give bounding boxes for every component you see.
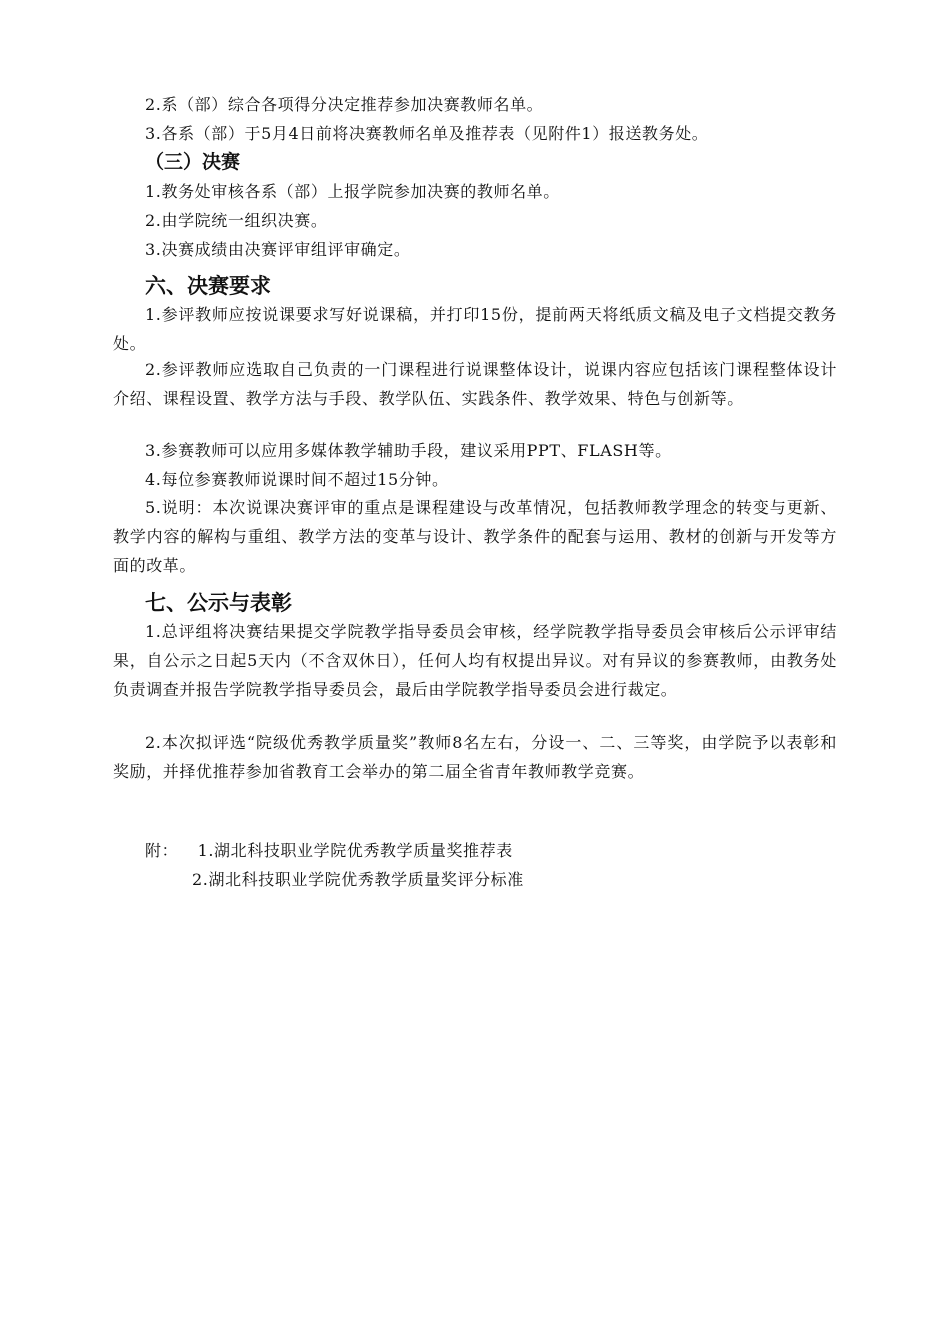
section7-item-1: 1.总评组将决赛结果提交学院教学指导委员会审核，经学院教学指导委员会审核后公示评审结果，自公示之日起5天内（不含双休日），任何人均有权提出异议。对有异议的参赛教师，由教务处负责调查并报告学院教学指导委员会，最后由学院教学指导委员会进行裁定。 [113,622,837,699]
final-round-heading: （三）决赛 [145,151,241,173]
section6-item-4: 4.每位参赛教师说课时间不超过15分钟。 [145,470,449,489]
attachment-item-2: 2.湖北科技职业学院优秀教学质量奖评分标准 [192,870,524,889]
final-item-3: 3.决赛成绩由决赛评审组评审确定。 [145,240,411,259]
final-item-1: 1.教务处审核各系（部）上报学院参加决赛的教师名单。 [145,182,560,201]
section7-heading: 七、公示与表彰 [145,591,292,615]
attachments-prefix: 附： [145,841,179,860]
section6-item-1: 1.参评教师应按说课要求写好说课稿，并打印15份，提前两天将纸质文稿及电子文档提交教务处。 [113,305,837,353]
section6-item-2: 2.参评教师应选取自己负责的一门课程进行说课整体设计，说课内容应包括该门课程整体设计介绍、课程设置、教学方法与手段、教学队伍、实践条件、教学效果、特色与创新等。 [113,360,837,408]
section7-item-2: 2.本次拟评选“院级优秀教学质量奖”教师8名左右，分设一、二、三等奖，由学院予以表彰和奖励，并择优推荐参加省教育工会举办的第二届全省青年教师教学竞赛。 [113,733,837,781]
attachments-block [145,836,513,865]
section6-item-3: 3.参赛教师可以应用多媒体教学辅助手段，建议采用PPT、FLASH等。 [145,441,672,460]
prelim-item-2: 2.系（部）综合各项得分决定推荐参加决赛教师名单。 [145,95,544,114]
section6-item-5: 5.说明：本次说课决赛评审的重点是课程建设与改革情况，包括教师教学理念的转变与更新、教学内容的解构与重组、教学方法的变革与设计、教学条件的配套与运用、教材的创新与开发等方面的改革。 [113,498,837,575]
prelim-item-3: 3.各系（部）于5月4日前将决赛教师名单及推荐表（见附件1）报送教务处。 [145,124,709,143]
attachment-item-1: 1.湖北科技职业学院优秀教学质量奖推荐表 [197,841,513,860]
final-item-2: 2.由学院统一组织决赛。 [145,211,328,230]
section6-heading: 六、决赛要求 [145,274,271,298]
